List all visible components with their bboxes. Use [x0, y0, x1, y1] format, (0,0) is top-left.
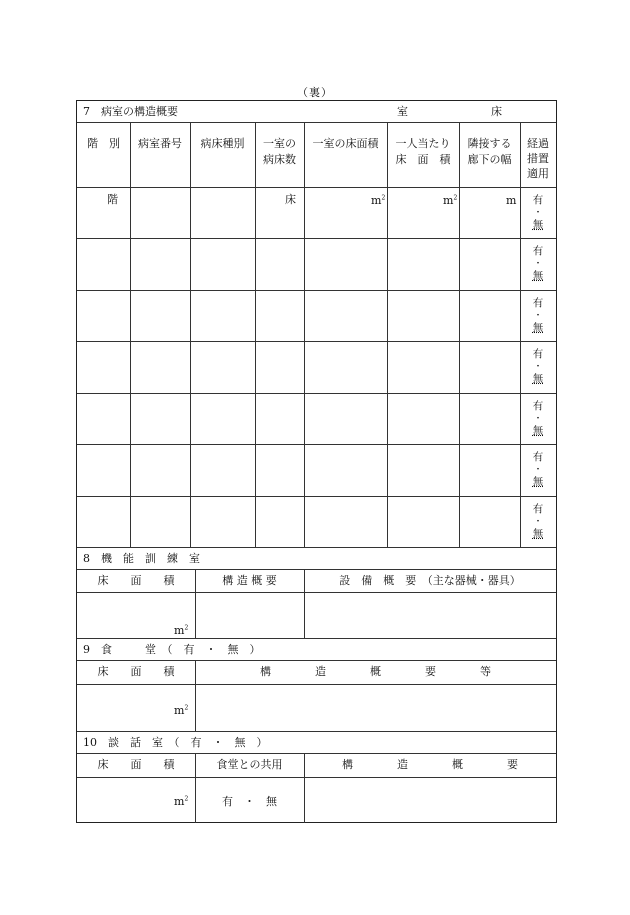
- section-8-area-header: 床 面 積: [97, 574, 175, 587]
- rule: [77, 731, 556, 732]
- column-header-room-number: 病室番号: [138, 137, 182, 150]
- rule: [77, 122, 556, 123]
- rule: [130, 122, 131, 547]
- section-9-area-unit: $m^2$: [174, 704, 189, 717]
- rule: [77, 753, 556, 754]
- rule: [520, 122, 521, 547]
- section-8-equipment-header: 設 備 概 要 （主な器械・器具）: [339, 574, 521, 587]
- section-10-shared-header: 食堂との共用: [216, 758, 283, 771]
- section-7-title: 7 病室の構造概要: [83, 105, 178, 118]
- column-header-beds-per-room: 一室の: [263, 137, 296, 150]
- section-10-area-unit: $m^2$: [174, 795, 189, 808]
- bed-count-label: 床: [491, 105, 502, 118]
- column-header-floor: 階 別: [87, 137, 120, 150]
- section-10-area-header: 床 面 積: [97, 758, 175, 771]
- section-9-title: 9 食 堂 （ 有 ・ 無 ）: [83, 643, 261, 656]
- rule: [77, 592, 556, 593]
- section-10-shared-yes-no[interactable]: 有 ・ 無: [222, 795, 277, 808]
- beds-unit: 床: [285, 193, 296, 206]
- column-header-corridor-width: 隣接する: [467, 137, 512, 150]
- rule: [77, 341, 556, 342]
- rule: [77, 290, 556, 291]
- section-10-title: 10 談 話 室 （ 有 ・ 無 ）: [83, 736, 268, 749]
- rule: [77, 569, 556, 570]
- rule: [77, 444, 556, 445]
- section-8-title: 8 機 能 訓 練 室: [83, 552, 200, 565]
- transitional-yes-no[interactable]: 有 ・ 無: [532, 245, 544, 282]
- transitional-yes-no[interactable]: 有 ・ 無: [532, 503, 544, 540]
- column-header-corridor-width-2: 廊下の幅: [467, 153, 512, 166]
- column-header-transitional-3: 適用: [527, 167, 549, 180]
- rule: [459, 122, 460, 547]
- section-8-area-unit: $m^2$: [174, 624, 189, 637]
- room-count-label: 室: [397, 105, 408, 118]
- column-header-per-person-area: 一人当たり: [395, 137, 451, 150]
- section-9-area-header: 床 面 積: [97, 665, 175, 678]
- rule: [304, 122, 305, 547]
- rule: [387, 122, 388, 547]
- rule: [77, 660, 556, 661]
- column-header-bed-type: 病床種別: [200, 137, 245, 150]
- transitional-yes-no[interactable]: 有 ・ 無: [532, 400, 544, 437]
- section-8-structure-header: 構 造 概 要: [222, 574, 277, 587]
- section-10-structure-header: 構 造 概 要: [342, 758, 518, 771]
- rule: [77, 777, 556, 778]
- per-person-area-unit: $m^2$: [443, 194, 458, 207]
- transitional-yes-no[interactable]: 有 ・ 無: [532, 451, 544, 488]
- rule: [77, 547, 556, 548]
- section-9-structure-header: 構 造 概 要 等: [260, 665, 491, 678]
- rule: [77, 684, 556, 685]
- column-header-transitional: 経過: [527, 137, 549, 150]
- page-side-caption: （裏）: [297, 86, 333, 99]
- column-header-beds-per-room-2: 病床数: [263, 153, 296, 166]
- rule: [77, 496, 556, 497]
- transitional-yes-no[interactable]: 有 ・ 無: [532, 348, 544, 385]
- rule: [190, 122, 191, 547]
- rule: [77, 638, 556, 639]
- column-header-transitional-2: 措置: [527, 152, 549, 165]
- floor-unit: 階: [107, 193, 118, 206]
- ward-structure-form: [76, 100, 557, 823]
- floor-area-unit: $m^2$: [371, 194, 386, 207]
- transitional-yes-no[interactable]: 有 ・ 無: [532, 297, 544, 334]
- column-header-floor-area: 一室の床面積: [312, 137, 379, 150]
- rule: [77, 238, 556, 239]
- column-header-per-person-area-2: 床 面 積: [395, 153, 451, 166]
- transitional-yes-no[interactable]: 有 ・ 無: [532, 194, 544, 231]
- rule: [255, 122, 256, 547]
- rule: [77, 187, 556, 188]
- corridor-width-unit: m: [506, 194, 517, 207]
- rule: [77, 393, 556, 394]
